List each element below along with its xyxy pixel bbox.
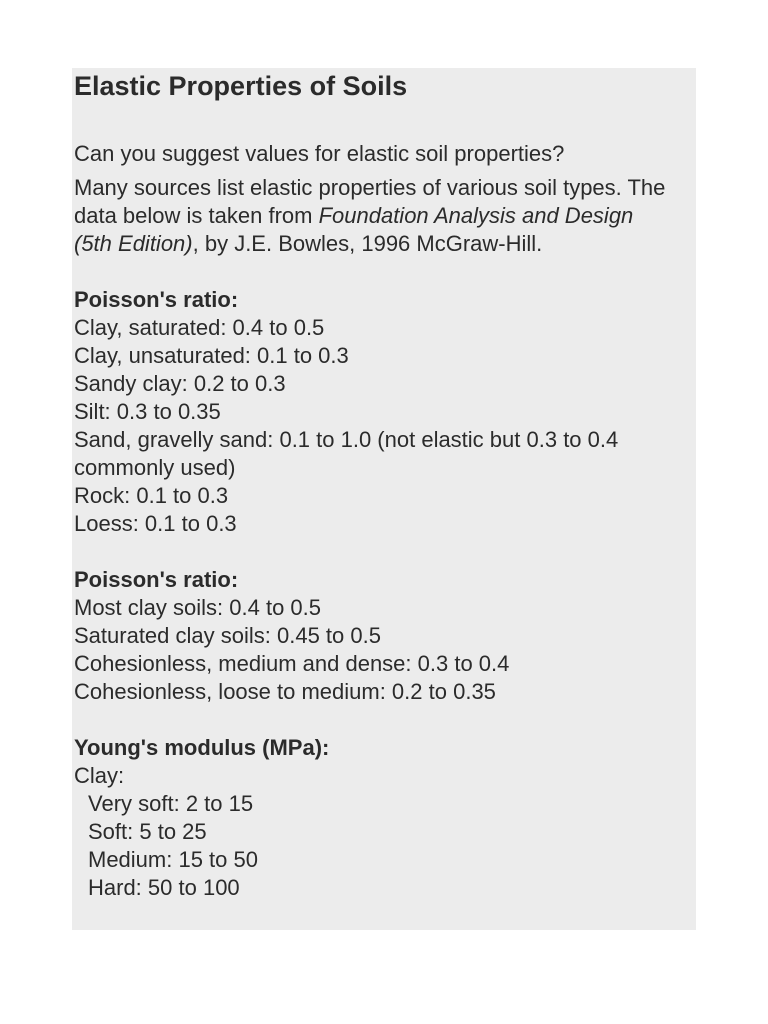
section-heading: Poisson's ratio:: [74, 287, 239, 312]
group-label: Clay:: [74, 763, 125, 788]
intro-text-before: Many sources list elastic properties of various soil types. The data below is taken from: [74, 175, 666, 228]
list-item: Sand, gravelly sand: 0.1 to 1.0 (not elastic but 0.3 to 0.4 commonly used): [74, 427, 619, 480]
list-item: Soft: 5 to 25: [88, 819, 207, 844]
intro-text-after: , by J.E. Bowles, 1996 McGraw-Hill.: [192, 231, 543, 256]
list-item: Very soft: 2 to 15: [88, 791, 254, 816]
list-item: Clay, saturated: 0.4 to 0.5: [74, 315, 325, 340]
page-title: Elastic Properties of Soils: [74, 71, 408, 101]
list-item: Most clay soils: 0.4 to 0.5: [74, 595, 321, 620]
intro-paragraph: [74, 174, 674, 258]
list-item: Sandy clay: 0.2 to 0.3: [74, 371, 286, 396]
list-item: Saturated clay soils: 0.45 to 0.5: [74, 623, 381, 648]
article-panel: [72, 68, 696, 930]
list-item: Rock: 0.1 to 0.3: [74, 483, 229, 508]
youngs-modulus-section: [74, 734, 696, 902]
section-heading: Young's modulus (MPa):: [74, 735, 330, 760]
section-heading: Poisson's ratio:: [74, 567, 239, 592]
list-item: Medium: 15 to 50: [88, 847, 258, 872]
poisson-section-1: [74, 286, 696, 538]
list-item: Cohesionless, loose to medium: 0.2 to 0.35: [74, 679, 496, 704]
list-item: Cohesionless, medium and dense: 0.3 to 0.4: [74, 651, 510, 676]
list-item: Clay, unsaturated: 0.1 to 0.3: [74, 343, 349, 368]
list-item: Loess: 0.1 to 0.3: [74, 511, 237, 536]
poisson-section-2: [74, 566, 696, 706]
book-title: Foundation Analysis and Design (5th Edition): [74, 203, 634, 256]
list-item: Hard: 50 to 100: [88, 875, 240, 900]
question-text: Can you suggest values for elastic soil properties?: [74, 141, 565, 166]
list-item: Silt: 0.3 to 0.35: [74, 399, 221, 424]
